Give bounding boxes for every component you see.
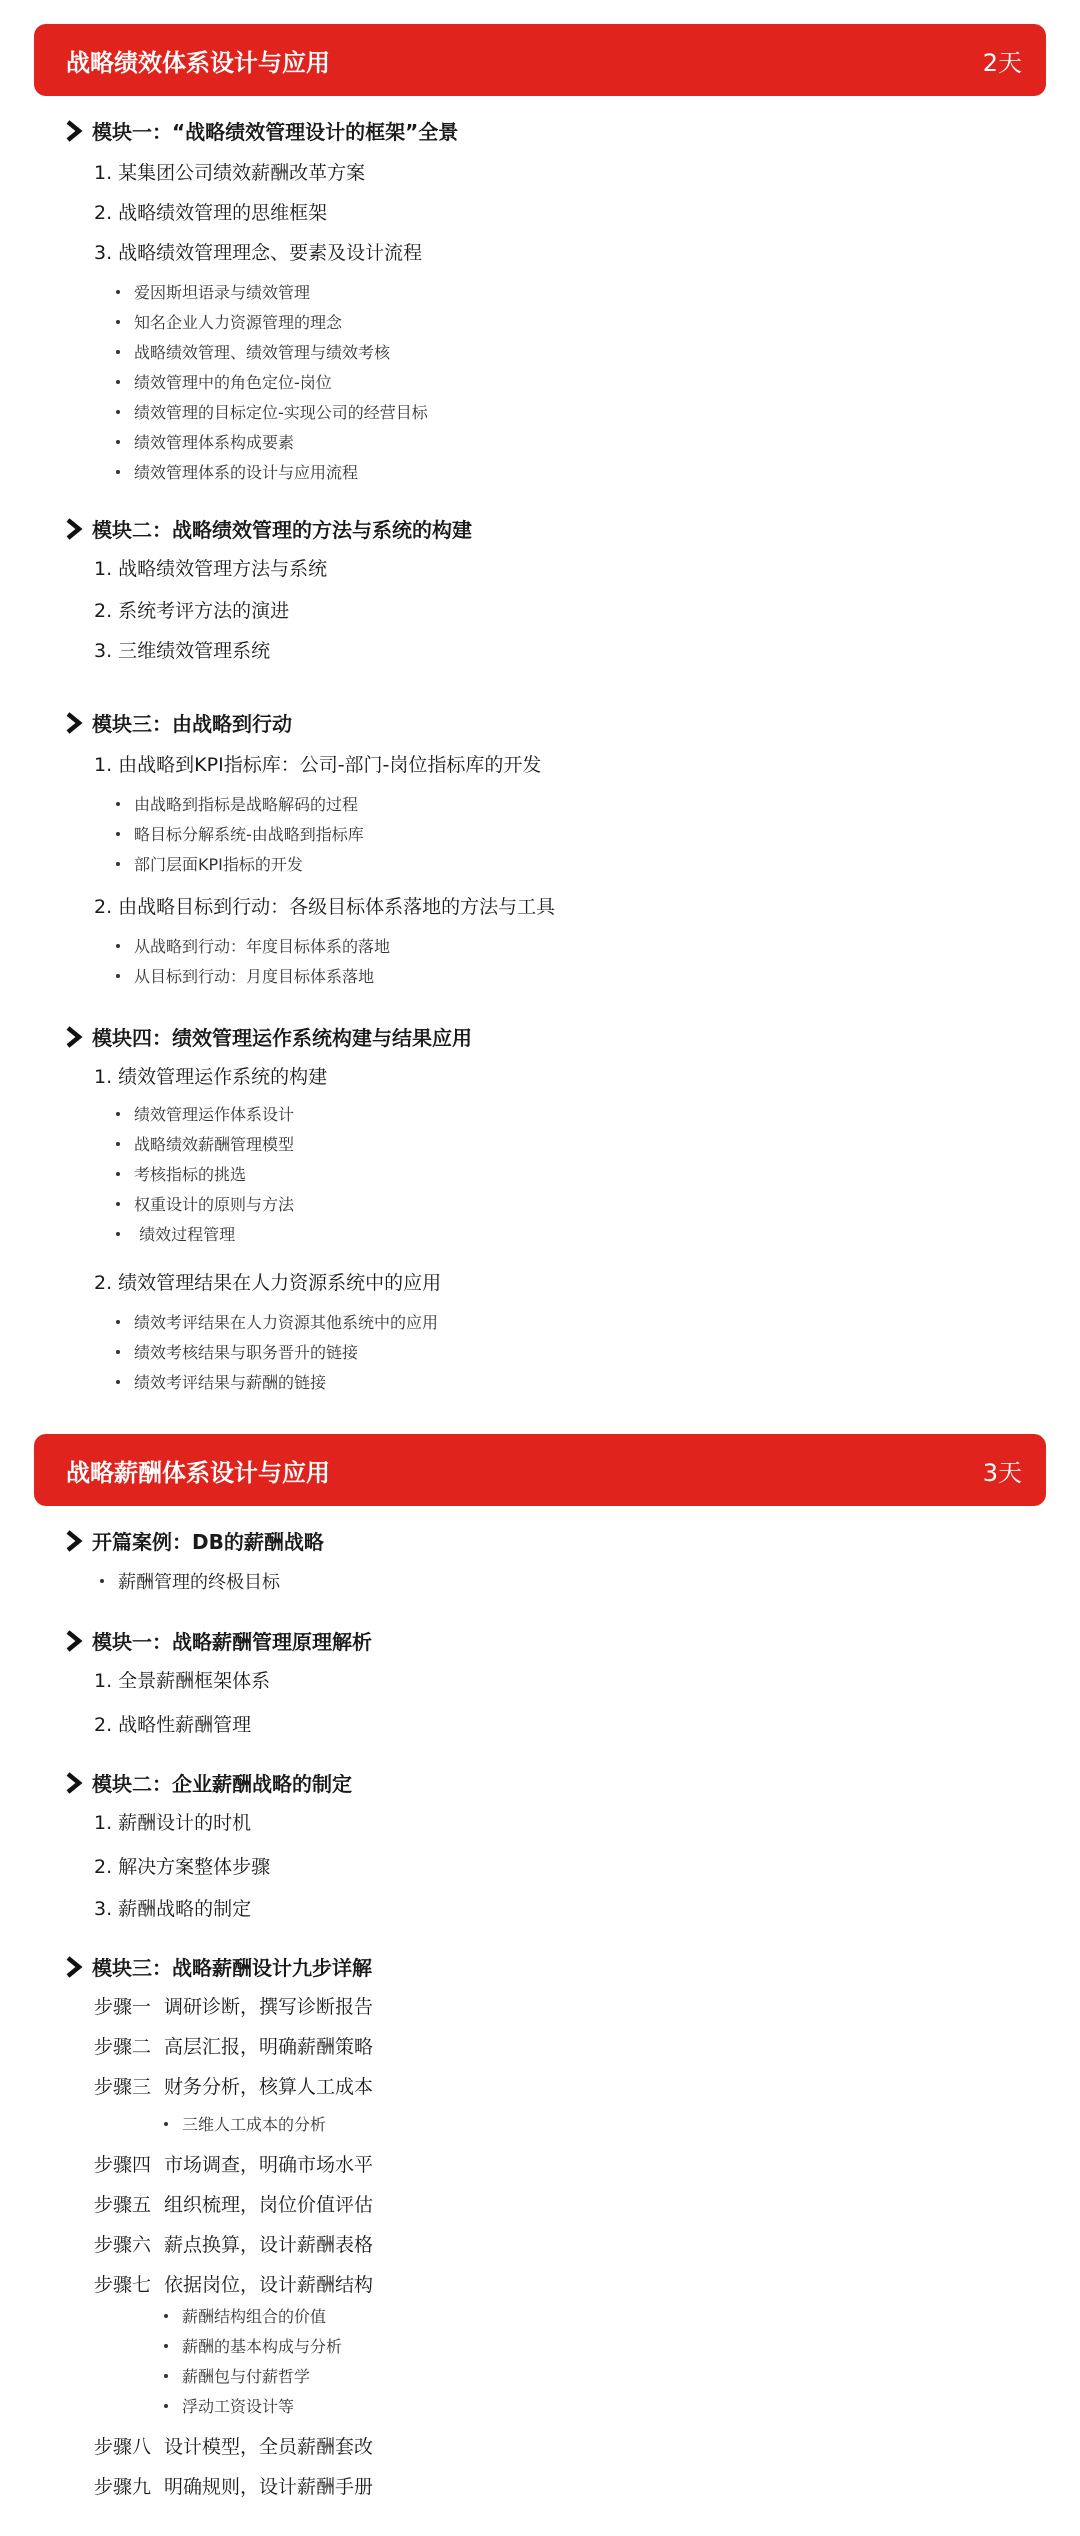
bullet-icon (116, 350, 120, 354)
list-item: 1. 薪酬设计的时机 (94, 1812, 252, 1834)
bullet-icon (100, 1579, 104, 1583)
bullet-icon (164, 2344, 168, 2348)
bullet-icon (116, 410, 120, 414)
step-label: 步骤九 (94, 2476, 152, 2498)
sub-item (116, 370, 332, 393)
chevron-right-icon (64, 1026, 84, 1048)
sub-item-text: 绩效过程管理 (134, 1225, 236, 1244)
sub-item (116, 1310, 438, 1333)
sub-item-text: 从目标到行动：月度目标体系落地 (134, 967, 375, 986)
module-title: 模块四：绩效管理运作系统构建与结果应用 (92, 1026, 472, 1050)
section-header-performance (34, 24, 1046, 96)
bullet-icon (116, 1380, 120, 1384)
list-item: 3. 薪酬战略的制定 (94, 1898, 252, 1920)
step-text: 市场调查，明确市场水平 (164, 2154, 374, 2176)
bullet-icon (164, 2374, 168, 2378)
step-item (94, 1992, 373, 2019)
sub-item (116, 792, 358, 815)
section-title: 战略绩效体系设计与应用 (66, 48, 330, 77)
list-item: 1. 某集团公司绩效薪酬改革方案 (94, 162, 366, 184)
module-heading (64, 1952, 372, 1981)
sub-item-text: 略目标分解系统-由战略到指标库 (134, 825, 364, 844)
module-title: 模块二：战略绩效管理的方法与系统的构建 (92, 518, 472, 542)
step-item (94, 2432, 373, 2459)
sub-item (116, 1370, 326, 1393)
step-item (94, 2230, 373, 2257)
sub-item-text: 爱因斯坦语录与绩效管理 (134, 283, 311, 302)
step-item (94, 2150, 373, 2177)
list-item: 3. 三维绩效管理系统 (94, 640, 271, 662)
sub-item (116, 460, 358, 483)
step-label: 步骤三 (94, 2076, 152, 2098)
chevron-right-icon (64, 1530, 84, 1552)
bullet-icon (116, 1320, 120, 1324)
list-item: 1. 全景薪酬框架体系 (94, 1670, 271, 1692)
sub-item (116, 934, 390, 957)
sub-item-text: 由战略到指标是战略解码的过程 (134, 795, 359, 814)
sub-item-text: 绩效管理运作体系设计 (134, 1105, 295, 1124)
sub-item (164, 2112, 326, 2135)
sub-item (116, 400, 428, 423)
step-label: 步骤八 (94, 2436, 152, 2458)
module-title: 模块一：“战略绩效管理设计的框架”全景 (92, 120, 459, 144)
step-item (94, 2190, 373, 2217)
bullet-icon (116, 862, 120, 866)
sub-item-text: 绩效管理的目标定位-实现公司的经营目标 (134, 403, 428, 422)
step-text: 依据岗位，设计薪酬结构 (164, 2274, 374, 2296)
sub-item (116, 1132, 294, 1155)
sub-item (116, 1102, 294, 1125)
list-item: 2. 系统考评方法的演进 (94, 600, 290, 622)
section-header-compensation (34, 1434, 1046, 1506)
step-text: 薪点换算，设计薪酬表格 (164, 2234, 374, 2256)
step-label: 步骤七 (94, 2274, 152, 2296)
sub-item-text: 从战略到行动：年度目标体系的落地 (134, 937, 391, 956)
sub-item-text: 权重设计的原则与方法 (134, 1195, 295, 1214)
section-title: 战略薪酬体系设计与应用 (66, 1458, 330, 1487)
module-heading (64, 116, 458, 145)
list-item: 1. 绩效管理运作系统的构建 (94, 1066, 328, 1088)
sub-item (116, 280, 310, 303)
sub-item (164, 2394, 294, 2417)
list-item: 3. 战略绩效管理理念、要素及设计流程 (94, 242, 423, 264)
step-item (94, 2072, 373, 2099)
bullet-icon (116, 1142, 120, 1146)
step-label: 步骤六 (94, 2234, 152, 2256)
chevron-right-icon (64, 712, 84, 734)
sub-item-text: 考核指标的挑选 (134, 1165, 247, 1184)
sub-item-text: 绩效管理体系构成要素 (134, 433, 295, 452)
step-text: 调研诊断，撰写诊断报告 (164, 1996, 374, 2018)
sub-item (116, 310, 342, 333)
sub-item (164, 2334, 342, 2357)
step-label: 步骤四 (94, 2154, 152, 2176)
sub-item (116, 852, 303, 875)
module-heading (64, 1022, 472, 1051)
bullet-icon (116, 380, 120, 384)
step-text: 高层汇报，明确薪酬策略 (164, 2036, 374, 2058)
section-duration: 2天 (982, 48, 1022, 77)
module-heading (64, 1526, 324, 1555)
module-title: 开篇案例：DB的薪酬战略 (92, 1530, 324, 1554)
sub-item-text: 战略绩效管理、绩效管理与绩效考核 (134, 343, 391, 362)
sub-item-text: 薪酬包与付薪哲学 (182, 2367, 311, 2386)
module-heading (64, 708, 292, 737)
sub-item (116, 430, 294, 453)
step-item (94, 2032, 373, 2059)
bullet-icon (116, 944, 120, 948)
module-title: 模块一：战略薪酬管理原理解析 (92, 1630, 372, 1654)
step-label: 步骤五 (94, 2194, 152, 2216)
module-title: 模块三：由战略到行动 (92, 712, 292, 736)
sub-item-text: 绩效考评结果在人力资源其他系统中的应用 (134, 1313, 439, 1332)
sub-item (116, 1162, 246, 1185)
sub-item (116, 1340, 358, 1363)
bullet-icon (164, 2314, 168, 2318)
module-title: 模块三：战略薪酬设计九步详解 (92, 1956, 372, 1980)
step-item (94, 2270, 373, 2297)
chevron-right-icon (64, 1772, 84, 1794)
sub-item-text: 薪酬管理的终极目标 (118, 1572, 280, 1593)
list-item: 2. 战略绩效管理的思维框架 (94, 202, 328, 224)
sub-item (116, 964, 374, 987)
list-item: 2. 绩效管理结果在人力资源系统中的应用 (94, 1272, 442, 1294)
bullet-icon (116, 1350, 120, 1354)
list-item: 2. 解决方案整体步骤 (94, 1856, 271, 1878)
chevron-right-icon (64, 1956, 84, 1978)
step-text: 组织梳理，岗位价值评估 (164, 2194, 374, 2216)
list-item: 2. 由战略目标到行动：各级目标体系落地的方法与工具 (94, 896, 556, 918)
sub-item (116, 1222, 235, 1245)
step-text: 明确规则，设计薪酬手册 (164, 2476, 374, 2498)
sub-item-text: 薪酬的基本构成与分析 (182, 2337, 343, 2356)
list-item: 1. 由战略到KPI指标库：公司-部门-岗位指标库的开发 (94, 754, 542, 776)
bullet-icon (116, 1202, 120, 1206)
list-item: 1. 战略绩效管理方法与系统 (94, 558, 328, 580)
step-text: 财务分析，核算人工成本 (164, 2076, 374, 2098)
sub-item-text: 战略绩效薪酬管理模型 (134, 1135, 295, 1154)
chevron-right-icon (64, 120, 84, 142)
sub-item-text: 三维人工成本的分析 (182, 2115, 327, 2134)
step-text: 设计模型，全员薪酬套改 (164, 2436, 374, 2458)
module-heading (64, 514, 472, 543)
step-item (94, 2472, 373, 2499)
bullet-icon (116, 1112, 120, 1116)
bullet-icon (116, 470, 120, 474)
sub-item (116, 822, 364, 845)
module-title: 模块二：企业薪酬战略的制定 (92, 1772, 352, 1796)
bullet-icon (116, 832, 120, 836)
sub-item (116, 1192, 294, 1215)
sub-item-text: 绩效管理体系的设计与应用流程 (134, 463, 359, 482)
bullet-icon (116, 290, 120, 294)
bullet-icon (164, 2404, 168, 2408)
bullet-icon (116, 440, 120, 444)
sub-item-text: 绩效管理中的角色定位-岗位 (134, 373, 332, 392)
section-duration: 3天 (982, 1458, 1022, 1487)
step-label: 步骤一 (94, 1996, 152, 2018)
sub-item-text: 知名企业人力资源管理的理念 (134, 313, 343, 332)
module-heading (64, 1626, 372, 1655)
sub-item (116, 340, 390, 363)
sub-item-text: 薪酬结构组合的价值 (182, 2307, 327, 2326)
bullet-icon (116, 802, 120, 806)
sub-item-text: 部门层面KPI指标的开发 (134, 855, 303, 874)
sub-item-text: 绩效考评结果与薪酬的链接 (134, 1373, 327, 1392)
bullet-icon (164, 2122, 168, 2126)
chevron-right-icon (64, 1630, 84, 1652)
sub-item (164, 2304, 326, 2327)
sub-item-text: 浮动工资设计等 (182, 2397, 295, 2416)
step-label: 步骤二 (94, 2036, 152, 2058)
module-heading (64, 1768, 352, 1797)
bullet-icon (116, 1172, 120, 1176)
chevron-right-icon (64, 518, 84, 540)
bullet-icon (116, 974, 120, 978)
sub-item-text: 绩效考核结果与职务晋升的链接 (134, 1343, 359, 1362)
list-item: 2. 战略性薪酬管理 (94, 1714, 252, 1736)
sub-item (100, 1568, 280, 1594)
sub-item (164, 2364, 310, 2387)
bullet-icon (116, 1232, 120, 1236)
bullet-icon (116, 320, 120, 324)
